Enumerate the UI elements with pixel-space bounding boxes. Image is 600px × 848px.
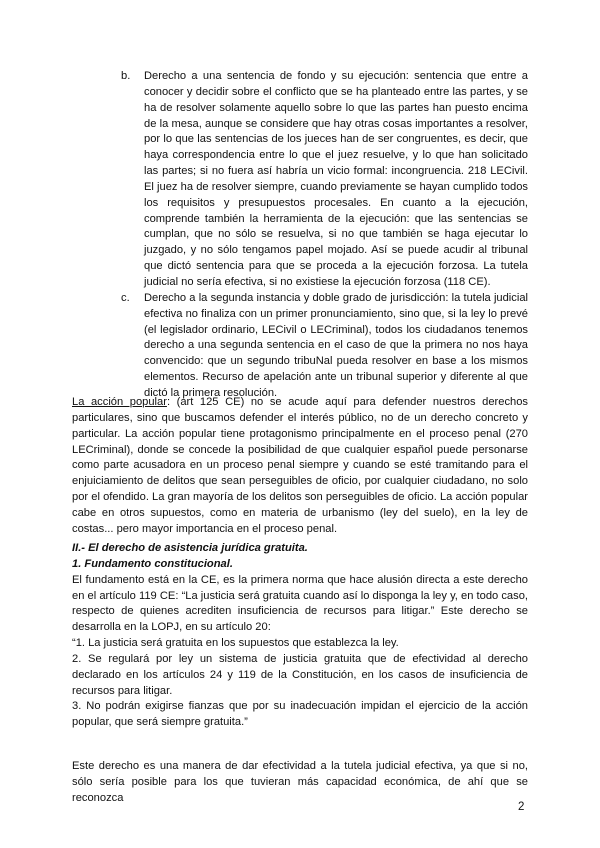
section-heading: II.- El derecho de asistencia jurídica gratuita. [72,542,308,554]
rights-list [121,69,528,402]
popular-action-paragraph [72,395,528,538]
quote-line: “1. La justicia será gratuita en los supuestos que establezca la ley. [72,637,399,650]
section-subheading: 1. Fundamento constitucional. [72,557,233,570]
quote-line: 3. No podrán exigirse fianzas que por su inadecuación impidan el ejercicio de la acción popular, que será siempre gratuita.” [72,700,528,729]
list-item-text: Derecho a la segunda instancia y doble grado de jurisdicción: la tutela judicial efectiva no finaliza con un primer pronunciamiento, sino que, si la ley lo prevé (el legislador ordinario, LECivil o LECriminal), todos los ciudadanos tenemos derecho a una segunda sentencia en el caso de que la primera no nos haya convencido: que un segundo tribuNal pueda resolver en base a los mismos elementos. Recurso de apelación ante un tribunal superior y diferente al que dictó la primera resolución. [144,291,528,399]
popular-action-term: La acción popular [72,396,167,408]
list-marker: c. [121,291,130,304]
list-item [121,69,528,291]
popular-action-body: : (art 125 CE) no se acude aquí para defender nuestros derechos particulares, sino que buscamos defender el interés público, no de un derecho concreto y particular. La acción popular tiene protagonismo principalmente en el proceso penal (270 LECriminal), donde se concede la posibilidad de que cualquier español puede personarse como parte acusadora en un proceso penal siempre y cuando se esté tramitando para el enjuiciamiento de delitos que sean perseguibles de oficio, por cualquier ciudadano, no solo por el ofendido. La gran mayoría de los delitos son perseguibles de oficio. La acción popular cabe en otros supuestos, como en materia de urbanismo (ley del suelo), en la ley de costas... pero mayor importancia en el proceso penal. [72,396,528,535]
legal-aid-section [72,541,528,731]
list-item-text: Derecho a una sentencia de fondo y su ejecución: sentencia que entre a conocer y decidir sobre el conflicto que se ha planteado entre las partes, y se ha de resolver solamente aquello sobre lo que las partes han puesto encima de la mesa, aunque se considere que hay otras cosas importantes a resolver, por lo que las sentencias de los jueces han de ser congruentes, es decir, que haya correspondencia entre lo que el juez resuelve, y lo que han solicitado las partes; si no fuera así habría un vicio formal: incongruencia. 218 LECivil. El juez ha de resolver siempre, cuando previamente se hayan cumplido todos los requisitos y presupuestos procesales. En cuanto a la ejecución, comprende también la herramienta de la ejecución: que las sentencias se cumplan, que no sólo se resuelva, si no que también se haga ejecutar lo juzgado, y no sólo tengamos papel mojado. Así se puede acudir al tribunal que dictó sentencia para que se proceda a la ejecución forzosa. La tutela judicial no sería efectiva, si no existiese la ejecución forzosa (118 CE). [144,70,528,288]
page-number: 2 [518,801,525,813]
popular-action-text [72,395,528,538]
list-item [121,291,528,402]
list-marker: b. [121,70,131,82]
quote-line: 2. Se regulará por ley un sistema de justicia gratuita que de efectividad al derecho declarado en los artículos 24 y 119 de la Constitución, en los casos de insuficiencia de recursos para litigar. [72,652,528,697]
closing-text: Este derecho es una manera de dar efectividad a la tutela judicial efectiva, ya que si no, sólo sería posible para los que tuvieran más capacidad económica, de ahí que se reconozca [72,760,528,804]
section-intro: El fundamento está en la CE, es la primera norma que hace alusión directa a este derecho en el artículo 119 CE: “La justicia será gratuita cuando así lo disponga la ley y, en todo caso, respecto de quienes acrediten insuficiencia de recursos para litigar.” Este derecho se desarrolla en la LOPJ, en su artículo 20: [72,573,528,634]
closing-paragraph [72,759,528,807]
